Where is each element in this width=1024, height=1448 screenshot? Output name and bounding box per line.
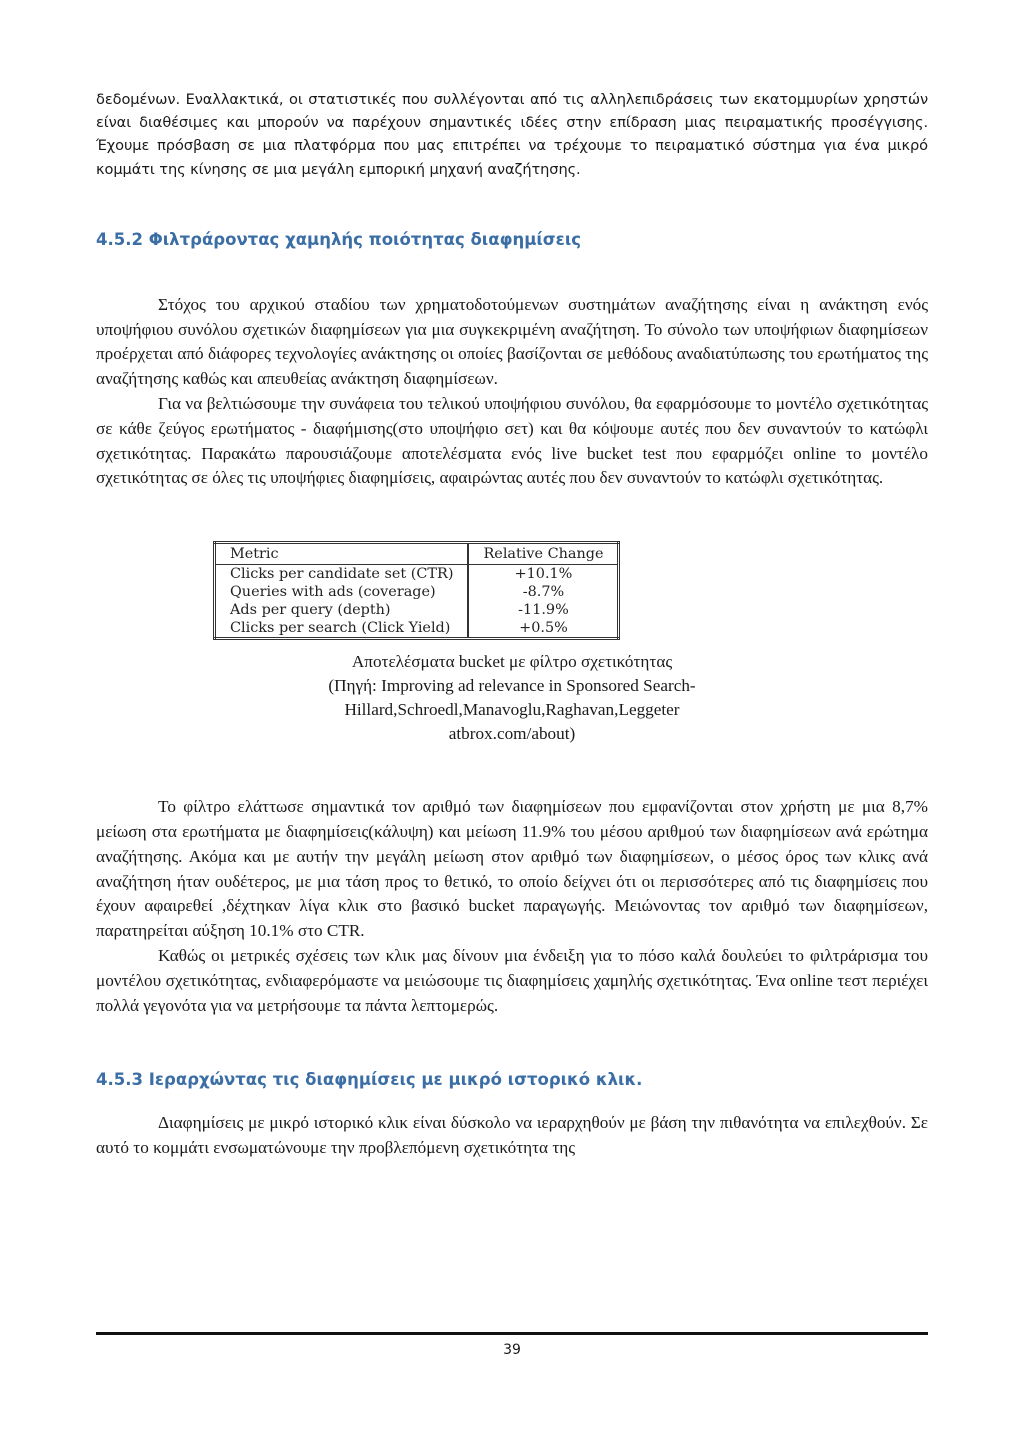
intro-paragraph: δεδομένων. Εναλλακτικά, οι στατιστικές που συλλέγονται από τις αλληλεπιδράσεις των εκατομμυρίων χρηστών είναι διαθέσιμες και μπορούν να παρέχουν σημαντικές ιδέες στην επίδραση μιας πειραματικής προσέγγισης. Έχουμε πρόσβαση σε μια πλατφόρμα που μας επιτρέπει να τρέχουμε το πειραματικό σύστημα για ένα μικρό κομμάτι της κίνησης σε μια μεγάλη εμπορική μηχανή αναζήτησης.	[96, 91, 928, 178]
section-heading-4-5-3: 4.5.3 Ιεραρχώντας τις διαφημίσεις με μικρό ιστορικό κλικ.	[96, 1070, 643, 1090]
table-cell-metric: Clicks per search (Click Yield)	[215, 619, 469, 639]
table-row	[215, 619, 619, 639]
page-content	[96, 88, 928, 1161]
table-row	[215, 601, 619, 619]
table-header-metric: Metric	[215, 543, 469, 565]
paragraph-filter-results: Το φίλτρο ελάττωσε σημαντικά τον αριθμό των διαφημίσεων που εμφανίζονται στον χρήστη με μια 8,7% μείωση στα ερωτήματα με διαφημίσεις(κάλυψη) και μείωση 11.9% του μέσου αριθμού των διαφημίσεων ανά ερώτημα αναζήτησης. Ακόμα και με αυτήν την μεγάλη μείωση στον αριθμό των διαφημίσεων, ο μέσος όρος των κλικς ανά αναζήτηση ήταν ουδέτερος, με μια τάση προς το θετικό, το οποίο δείχνει ότι οι περισσότερες από τις διαφημίσεις που έχουν αφαιρεθεί ,δέχτηκαν λίγα κλικ στο βασικό bucket παραγωγής. Μειώνοντας τον αριθμό των διαφημίσεων, παρατηρείται αύξηση 10.1% στο CTR.	[96, 797, 928, 941]
caption-line: Αποτελέσματα bucket με φίλτρο σχετικότητας	[351, 652, 673, 672]
results-table	[213, 541, 620, 640]
caption-line: (Πηγή: Improving ad relevance in Sponsored Search-	[328, 676, 696, 696]
paragraph-relevance-filter: Για να βελτιώσουμε την συνάφεια του τελικού υποψήφιου συνόλου, θα εφαρμόσουμε το μοντέλο σχετικότητας σε κάθε ζεύγος ερωτήματος - διαφήμισης(στο υποψήφιο σετ) και θα κόψουμε αυτές που δεν συναντούν το κατώφλι σχετικότητας. Παρακάτω παρουσιάζουμε αποτελέσματα ενός live bucket test που εφαρμόζει online το μοντέλο σχετικότητας σε όλες τις υποψήφιες διαφημίσεις, αφαιρώντας αυτές που δεν συναντούν το κατώφλι σχετικότητας.	[96, 394, 928, 488]
table-cell-metric: Ads per query (depth)	[215, 601, 469, 619]
results-table-wrapper	[96, 541, 928, 640]
table-row	[215, 583, 619, 601]
page-number: 39	[503, 1342, 521, 1358]
table-cell-change: -8.7%	[522, 584, 565, 601]
caption-line: Hillard,Schroedl,Manavoglu,Raghavan,Leggeter	[344, 700, 680, 720]
table-cell-change: +10.1%	[514, 566, 573, 583]
table-caption	[96, 650, 928, 746]
section-heading-4-5-2: 4.5.2 Φιλτράροντας χαμηλής ποιότητας διαφημίσεις	[96, 229, 582, 249]
paragraph-click-metrics: Καθώς οι μετρικές σχέσεις των κλικ μας δίνουν μια ένδειξη για το πόσο καλά δουλεύει το φιλτράρισμα του μοντέλου σχετικότητας, ενδιαφερόμαστε να μειώσουμε τις διαφημίσεις χαμηλής σχετικότητας. Ένα online τεστ περιέχει πολλά γεγονότα για να μετρήσουμε τα πάντα λεπτομερώς.	[96, 945, 928, 1015]
paragraph-candidate-set: Στόχος του αρχικού σταδίου των χρηματοδοτούμενων συστημάτων αναζήτησης είναι η ανάκτηση ενός υποψήφιου συνόλου σχετικών διαφημίσεων για μια συγκεκριμένη αναζήτηση. Το σύνολο των υποψήφιων διαφημίσεων προέρχεται από διάφορες τεχνολογίες ανάκτησης οι οποίες βασίζονται σε μεθόδους αναδιατύπωσης του ερωτήματος της αναζήτησης καθώς και απευθείας ανάκτηση διαφημίσεων.	[96, 294, 928, 389]
footer-rule	[96, 1332, 928, 1335]
table-cell-change: +0.5%	[519, 620, 568, 637]
table-row	[215, 565, 619, 584]
table-cell-metric: Queries with ads (coverage)	[215, 583, 469, 601]
table-cell-change: -11.9%	[518, 602, 569, 619]
caption-line: atbrox.com/about)	[448, 724, 576, 744]
table-cell-metric: Clicks per candidate set (CTR)	[215, 565, 469, 584]
table-header-change: Relative Change	[468, 543, 619, 565]
paragraph-ranking: Διαφημίσεις με μικρό ιστορικό κλικ είναι δύσκολο να ιεραρχηθούν με βάση την πιθανότητα να επιλεχθούν. Σε αυτό το κομμάτι ενσωματώνουμε την προβλεπόμενη σχετικότητα της	[96, 1113, 928, 1158]
table-header-row	[215, 543, 619, 565]
